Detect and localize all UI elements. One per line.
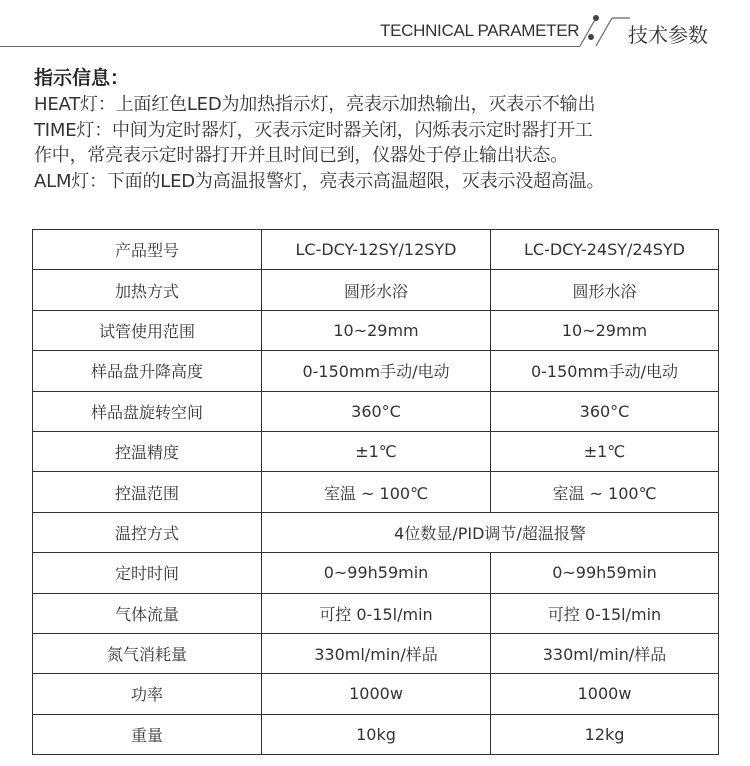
param-value-model-a: 0-150mm手动/电动 [262,351,491,391]
header-title-cn: 技术参数 [628,23,708,47]
param-value-model-a: 360°C [262,391,491,431]
table-row [33,553,719,593]
param-value-model-b: 1000w [491,674,719,714]
param-value-model-a: 可控 0-15l/min [262,593,491,633]
table-row [33,270,719,310]
info-line: TIME灯：中间为定时器灯，灭表示定时器关闭，闪烁表示定时器打开工 [34,119,593,141]
info-title: 指示信息： [34,67,130,89]
param-value-model-a: 10kg [262,714,491,754]
param-label: 控温范围 [33,472,262,512]
param-value-model-a: 室温 ~ 100℃ [262,472,491,512]
param-value-model-a: 10~29mm [262,310,491,350]
param-value-model-a: LC-DCY-12SY/12SYD [262,230,491,270]
param-value-model-b: 360°C [491,391,719,431]
parameter-table [32,229,719,755]
table-row [33,714,719,754]
param-label: 气体流量 [33,593,262,633]
table-row [33,310,719,350]
param-label: 加热方式 [33,270,262,310]
param-label: 样品盘旋转空间 [33,391,262,431]
indicator-info-section [34,64,734,194]
param-value-model-b: 12kg [491,714,719,754]
param-value-model-b: 0-150mm手动/电动 [491,351,719,391]
param-value-model-a: 圆形水浴 [262,270,491,310]
param-label: 定时时间 [33,553,262,593]
param-value-model-b: 室温 ~ 100℃ [491,472,719,512]
param-value-model-b: 330ml/min/样品 [491,633,719,673]
table-row [33,674,719,714]
header-decoration-icon [578,10,630,52]
param-label: 重量 [33,714,262,754]
param-value-model-b: LC-DCY-24SY/24SYD [491,230,719,270]
info-line: 作中，常亮表示定时器打开并且时间已到，仪器处于停止输出状态。 [34,145,568,166]
param-label: 产品型号 [33,230,262,270]
header-divider-line [0,46,580,47]
param-value-merged: 4位数显/PID调节/超温报警 [262,512,719,552]
table-row [33,593,719,633]
param-label: 温控方式 [33,512,262,552]
table-row [33,633,719,673]
param-label: 氮气消耗量 [33,633,262,673]
param-value-model-a: 0~99h59min [262,553,491,593]
param-value-model-b: 10~29mm [491,310,719,350]
param-value-model-a: 1000w [262,674,491,714]
param-label: 控温精度 [33,431,262,471]
header-title-en: TECHNICAL PARAMETER [380,21,580,40]
param-value-model-b: 圆形水浴 [491,270,719,310]
param-value-model-a: ±1℃ [262,431,491,471]
info-line: ALM灯：下面的LED为高温报警灯，亮表示高温超限，灭表示没超高温。 [34,170,605,192]
table-row [33,472,719,512]
param-label: 样品盘升降高度 [33,351,262,391]
param-value-model-b: 0~99h59min [491,553,719,593]
table-row [33,351,719,391]
table-row [33,391,719,431]
table-row [33,512,719,552]
table-row [33,230,719,270]
param-value-model-b: 可控 0-15l/min [491,593,719,633]
param-value-model-b: ±1℃ [491,431,719,471]
param-value-model-a: 330ml/min/样品 [262,633,491,673]
table-row [33,431,719,471]
param-label: 功率 [33,674,262,714]
param-label: 试管使用范围 [33,310,262,350]
info-line: HEAT灯：上面红色LED为加热指示灯，亮表示加热输出，灭表示不输出 [34,94,596,115]
